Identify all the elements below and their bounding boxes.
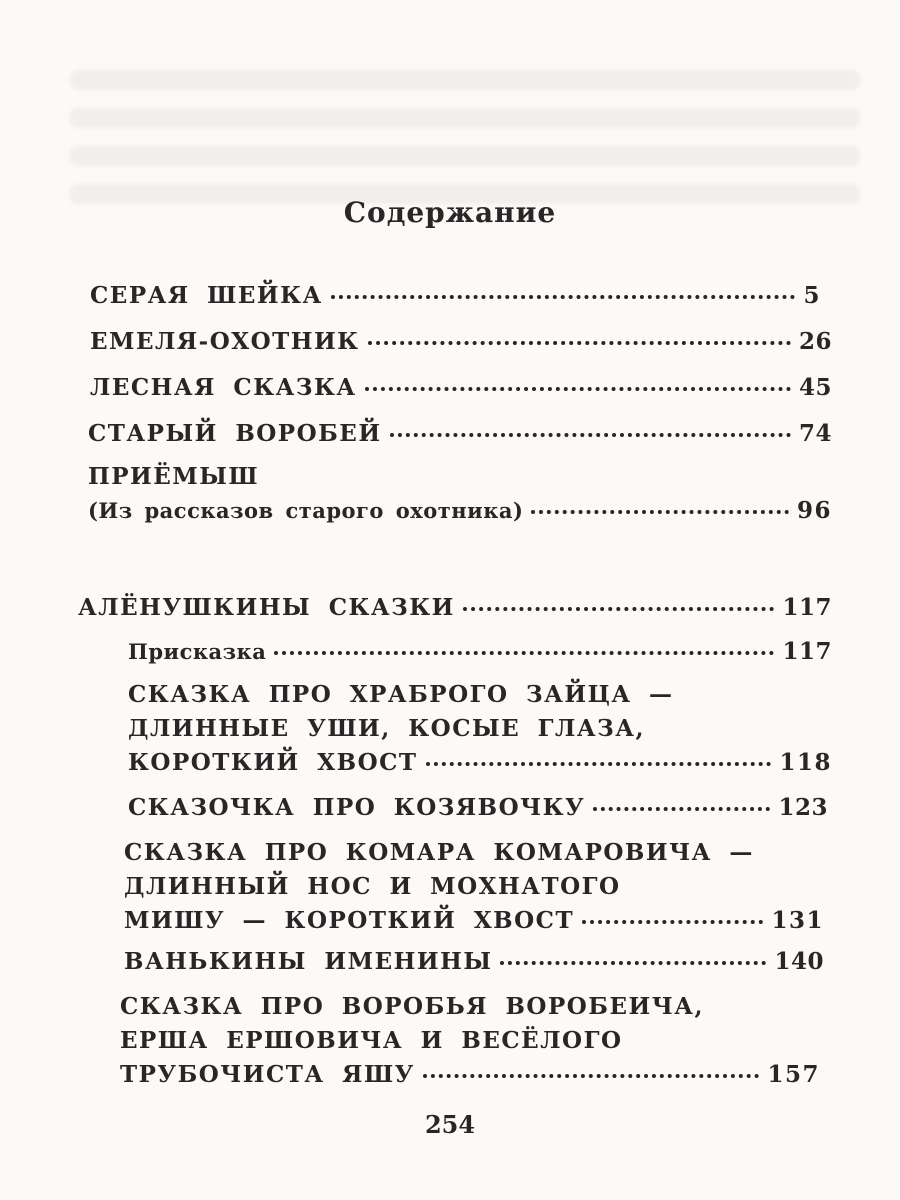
toc-entry-page: 117 — [782, 594, 832, 621]
toc-entry — [90, 282, 820, 309]
toc-entry-page: 140 — [774, 948, 824, 975]
toc-entry-title: ТРУБОЧИСТА ЯШУ — [120, 1061, 415, 1088]
dot-leader — [463, 607, 775, 611]
toc-entry — [120, 990, 820, 1092]
toc-entry-title: ПРИЁМЫШ — [88, 463, 260, 490]
toc-entry-page: 117 — [782, 638, 832, 665]
dot-leader — [368, 341, 791, 345]
toc-entry — [88, 460, 832, 528]
toc-entry-page: 131 — [771, 907, 824, 934]
toc-entry-title: АЛЁНУШКИНЫ СКАЗКИ — [78, 594, 455, 621]
dot-leader — [331, 295, 796, 299]
toc-entry — [124, 948, 824, 975]
toc-entry-page: 5 — [803, 282, 820, 309]
dot-leader — [423, 1074, 760, 1078]
toc-entry-title: СТАРЫЙ ВОРОБЕЙ — [88, 420, 382, 447]
dot-leader — [274, 651, 774, 655]
toc-entry-page: 26 — [798, 328, 832, 355]
bleed-through — [70, 70, 860, 90]
toc-entry-title: ВАНЬКИНЫ ИМЕНИНЫ — [124, 948, 493, 975]
toc-entry-page: 45 — [798, 374, 832, 401]
toc-entry — [78, 594, 832, 621]
toc-entry — [90, 374, 832, 401]
bleed-through — [70, 146, 860, 166]
toc-entry — [124, 836, 824, 938]
toc-entry-page: 96 — [796, 497, 832, 524]
toc-entry-title: ДЛИННЫЕ УШИ, КОСЫЕ ГЛАЗА, — [128, 715, 645, 742]
dot-leader — [593, 807, 770, 811]
toc-entry-page: 118 — [779, 749, 832, 776]
toc-entry-page: 157 — [767, 1061, 820, 1088]
toc-entry — [128, 794, 828, 821]
toc-entry-page: 74 — [798, 420, 832, 447]
toc-entry-subtitle: (Из рассказов старого охотника) — [88, 498, 524, 523]
dot-leader — [390, 433, 791, 437]
toc-entry — [90, 328, 832, 355]
toc-entry-title: СКАЗКА ПРО ВОРОБЬЯ ВОРОБЕИЧА, — [120, 993, 704, 1020]
page-title: Содержание — [343, 196, 557, 229]
bleed-through — [70, 108, 860, 128]
toc-entry-page: 123 — [778, 794, 828, 821]
toc-entry-title: КОРОТКИЙ ХВОСТ — [128, 749, 418, 776]
dot-leader — [582, 920, 763, 924]
toc-entry-title: Присказка — [128, 639, 267, 664]
toc-entry-title: МИШУ — КОРОТКИЙ ХВОСТ — [124, 907, 575, 934]
toc-entry — [88, 420, 832, 447]
dot-leader — [426, 762, 772, 766]
toc-entry-title: СКАЗОЧКА ПРО КОЗЯВОЧКУ — [128, 794, 586, 821]
toc-entry — [128, 678, 832, 780]
toc-entry-title: СКАЗКА ПРО ХРАБРОГО ЗАЙЦА — — [128, 681, 674, 708]
dot-leader — [365, 387, 791, 391]
dot-leader — [500, 961, 766, 965]
toc-entry-title: ЕМЕЛЯ-ОХОТНИК — [90, 328, 360, 355]
toc-entry-title: СКАЗКА ПРО КОМАРА КОМАРОВИЧА — — [124, 839, 754, 866]
toc-entry-title: ЛЕСНАЯ СКАЗКА — [90, 374, 357, 401]
dot-leader — [531, 510, 789, 514]
toc-entry-title: ДЛИННЫЙ НОС И МОХНАТОГО — [124, 873, 621, 900]
page-number: 254 — [424, 1110, 476, 1139]
toc-entry-title: СЕРАЯ ШЕЙКА — [90, 282, 323, 309]
toc-entry-title: ЕРША ЕРШОВИЧА И ВЕСЁЛОГО — [120, 1027, 623, 1054]
toc-entry — [128, 638, 832, 665]
